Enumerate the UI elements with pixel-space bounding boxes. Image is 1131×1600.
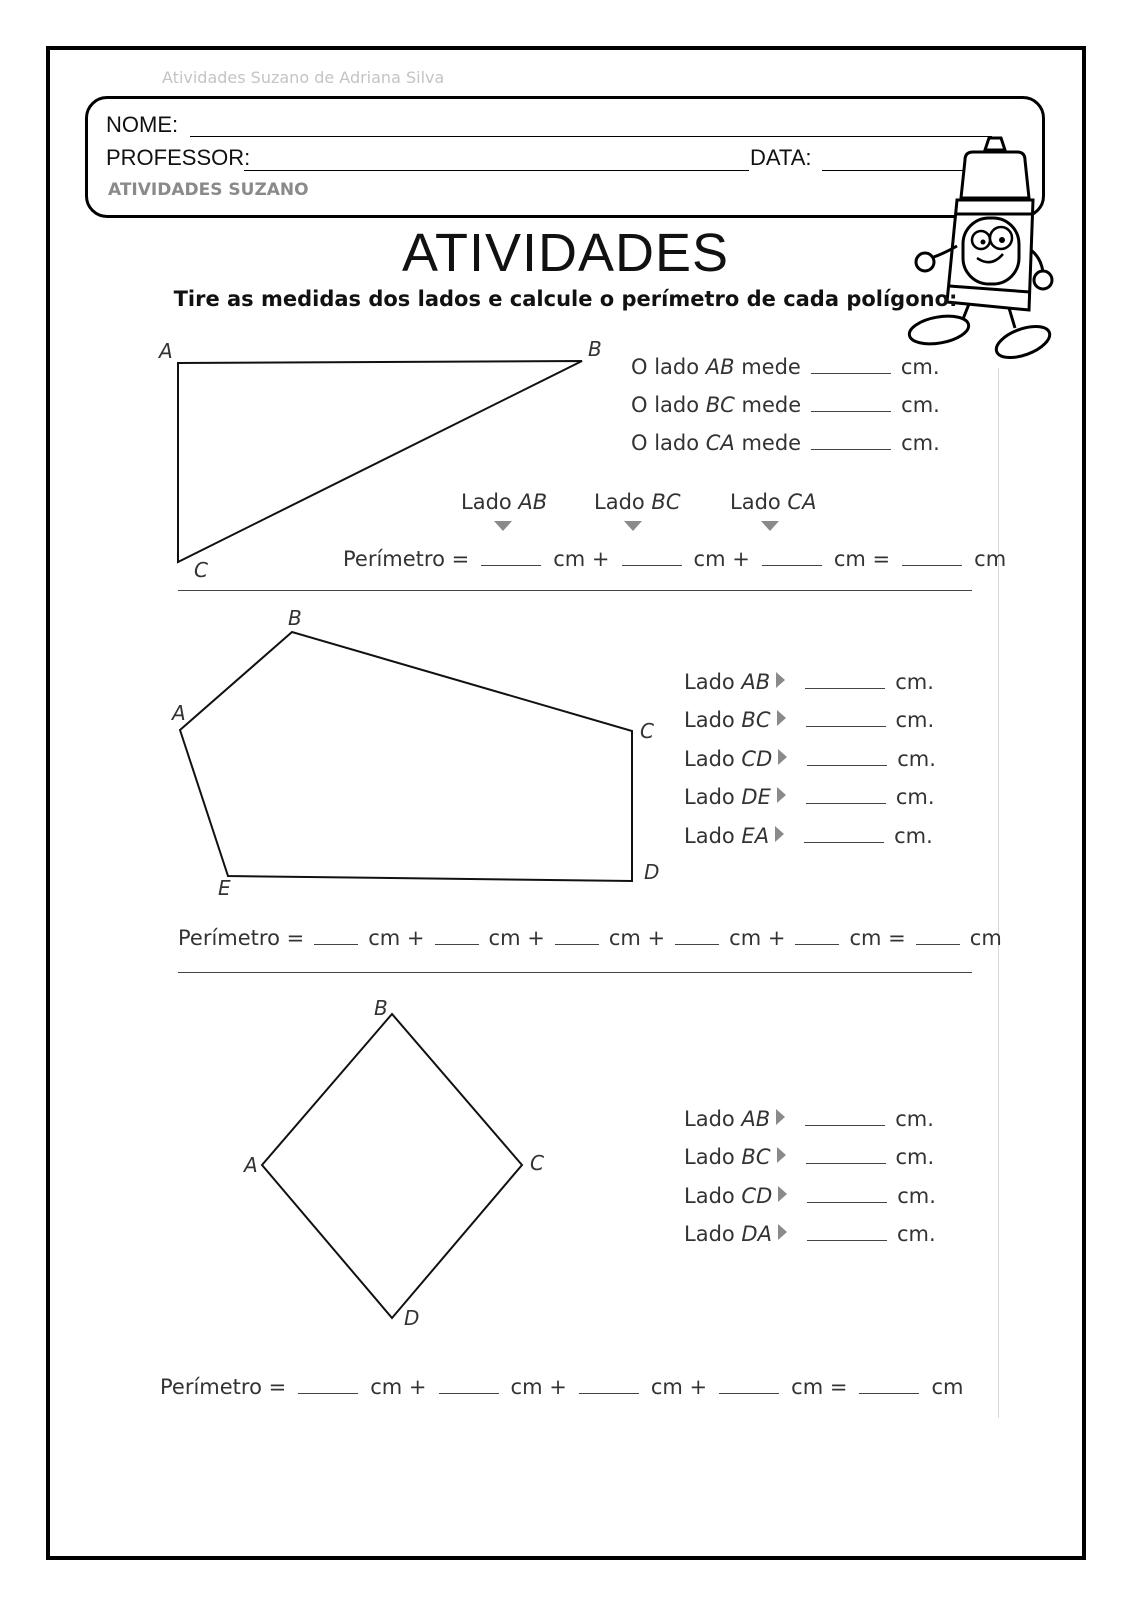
pentagon-vertex-b: B xyxy=(288,606,302,630)
pentagon-vertex-a: A xyxy=(172,701,186,725)
answer-blank[interactable] xyxy=(807,1223,887,1241)
pentagon-side-row-ab: Lado AB cm. xyxy=(684,670,934,694)
triangle-side-row-bc: O lado BC mede cm. xyxy=(631,393,940,417)
watermark-text: Atividades Suzano de Adriana Silva xyxy=(162,68,445,87)
date-label: DATA: xyxy=(750,145,812,170)
pentagon-side-row-de: Lado DE cm. xyxy=(684,785,935,809)
guide-lado-ab: Lado AB xyxy=(461,490,548,514)
triangle-right-icon xyxy=(777,1147,786,1163)
pentagon-perimeter-row: Perímetro = cm + cm + cm + cm + cm = cm xyxy=(178,926,1002,950)
instruction-text: Tire as medidas dos lados e calcule o perímetro de cada polígono: xyxy=(173,287,958,311)
pentagon-side-row-bc: Lado BC cm. xyxy=(684,708,935,732)
answer-blank[interactable] xyxy=(805,1108,885,1126)
triangle-vertex-c: C xyxy=(194,558,208,582)
triangle-vertex-b: B xyxy=(588,337,602,361)
pentagon-side-row-cd: Lado CD cm. xyxy=(684,747,936,771)
triangle-right-icon xyxy=(776,1109,785,1125)
page-title: ATIVIDADES xyxy=(401,223,730,283)
name-label: NOME: xyxy=(106,112,179,137)
triangle-right-icon xyxy=(778,1224,787,1240)
triangle-side-row-ca: O lado CA mede cm. xyxy=(631,431,940,455)
pentagon-vertex-c: C xyxy=(640,719,654,743)
square-side-row-da: Lado DA cm. xyxy=(684,1222,936,1246)
square-side-row-bc: Lado BC cm. xyxy=(684,1145,935,1169)
side-name: BC xyxy=(705,393,735,417)
guide-lado-bc: Lado BC xyxy=(594,490,681,514)
answer-blank[interactable] xyxy=(806,1146,886,1164)
square-vertex-b: B xyxy=(374,996,388,1020)
guide-lado-ca: Lado CA xyxy=(730,490,817,514)
triangle-side-row-ab: O lado AB mede cm. xyxy=(631,355,940,379)
square-vertex-a: A xyxy=(244,1153,258,1177)
square-vertex-c: C xyxy=(530,1151,544,1175)
pentagon-vertex-e: E xyxy=(218,876,231,900)
answer-blank[interactable] xyxy=(298,1376,358,1394)
school-name: ATIVIDADES SUZANO xyxy=(108,180,309,200)
answer-blank[interactable] xyxy=(719,1376,779,1394)
triangle-perimeter-row: Perímetro = cm + cm + cm = cm xyxy=(343,547,1007,571)
triangle-right-icon xyxy=(778,1186,787,1202)
answer-blank[interactable] xyxy=(439,1376,499,1394)
answer-blank[interactable] xyxy=(807,1185,887,1203)
side-name: AB xyxy=(705,355,735,379)
triangle-vertex-a: A xyxy=(159,339,173,363)
pentagon-vertex-d: D xyxy=(644,860,660,884)
square-side-row-cd: Lado CD cm. xyxy=(684,1184,936,1208)
square-perimeter-row: Perímetro = cm + cm + cm + cm = cm xyxy=(160,1375,964,1399)
square-side-row-ab: Lado AB cm. xyxy=(684,1107,934,1131)
square-vertex-d: D xyxy=(404,1306,420,1330)
answer-blank[interactable] xyxy=(579,1376,639,1394)
teacher-label: PROFESSOR: xyxy=(106,145,251,170)
pentagon-side-row-ea: Lado EA cm. xyxy=(684,824,933,848)
answer-blank[interactable] xyxy=(859,1376,919,1394)
side-name: CA xyxy=(705,431,735,455)
